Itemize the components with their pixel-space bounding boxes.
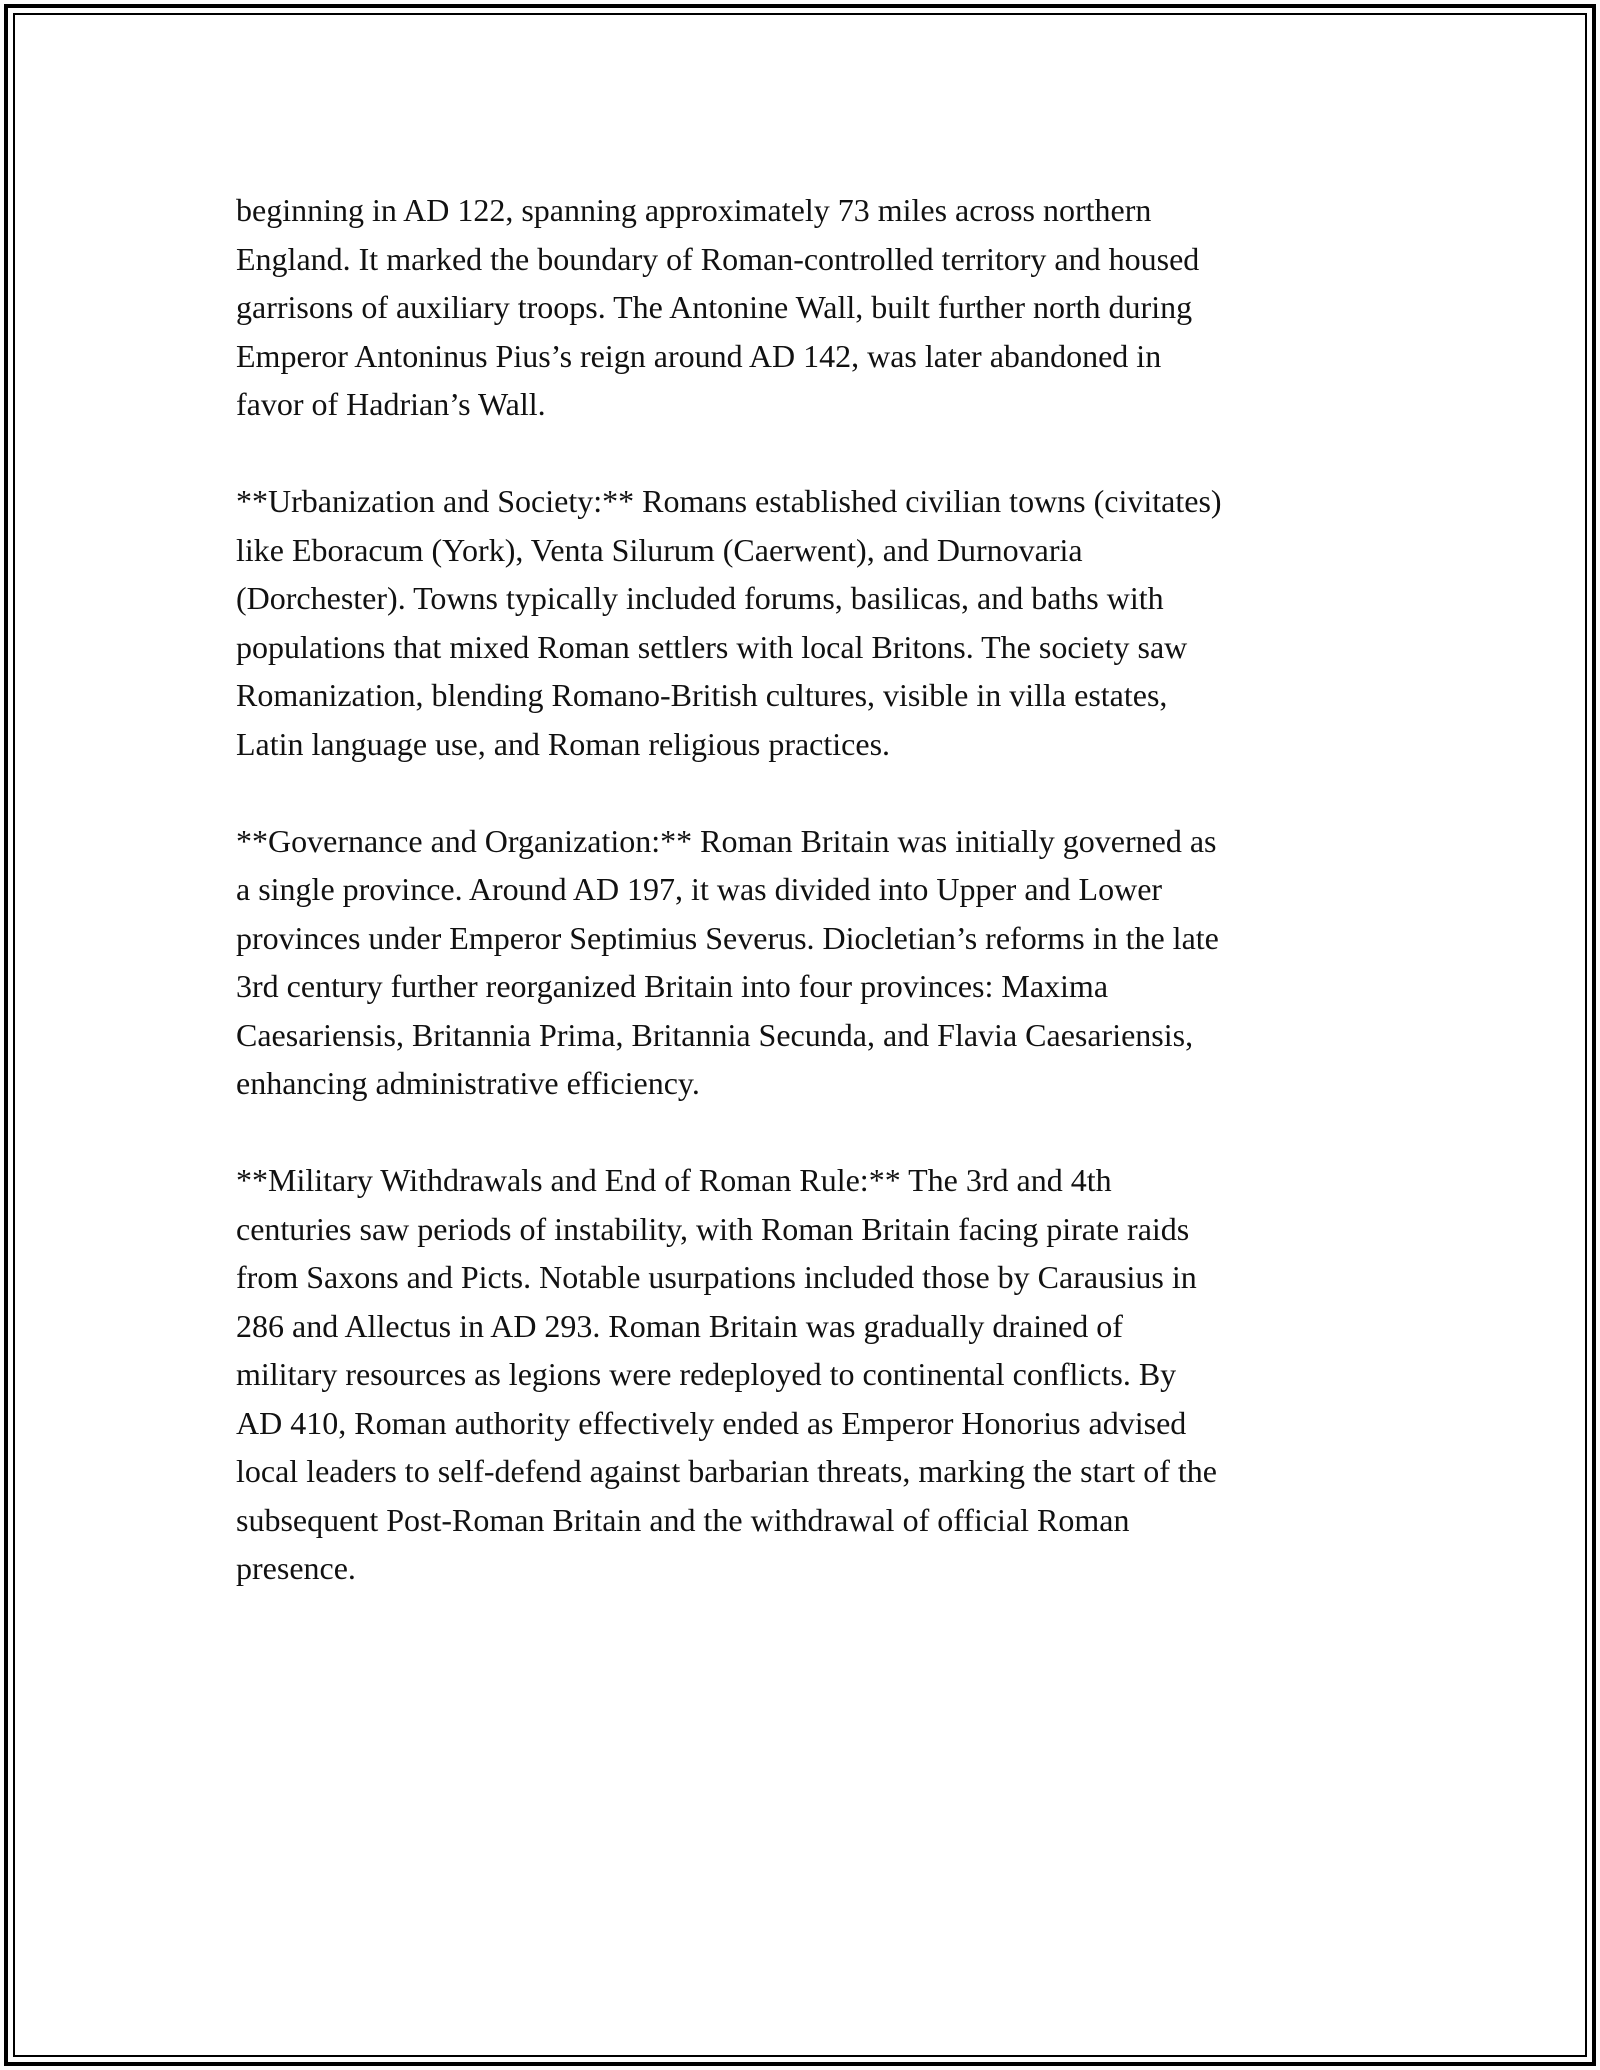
text-line: provinces under Emperor Septimius Severus. Diocletian’s reforms in the late [236, 919, 1219, 956]
text-line: Emperor Antoninus Pius’s reign around AD 142, was later abandoned in [236, 337, 1162, 374]
document-body [236, 186, 1366, 1641]
paragraph-hadrians-wall [236, 186, 1366, 429]
text-line: populations that mixed Roman settlers with local Britons. The society saw [236, 628, 1188, 665]
paragraph-military-withdrawals [236, 1156, 1366, 1593]
text-line: 286 and Allectus in AD 293. Roman Britain was gradually drained of [236, 1307, 1123, 1344]
text-line: military resources as legions were redeployed to continental conflicts. By [236, 1356, 1177, 1392]
text-line: AD 410, Roman authority effectively ended as Emperor Honorius advised [236, 1404, 1187, 1441]
text-line: Caesariensis, Britannia Prima, Britannia Secunda, and Flavia Caesariensis, [236, 1016, 1194, 1053]
text-line: garrisons of auxiliary troops. The Antonine Wall, built further north during [236, 289, 1193, 325]
text-line: subsequent Post-Roman Britain and the withdrawal of official Roman [236, 1501, 1130, 1538]
text-line: centuries saw periods of instability, with Roman Britain facing pirate raids [236, 1210, 1190, 1247]
text-line: from Saxons and Picts. Notable usurpations included those by Carausius in [236, 1259, 1197, 1295]
text-line: beginning in AD 122, spanning approximately 73 miles across northern [236, 192, 1152, 228]
text-line: **Governance and Organization:** Roman Britain was initially governed as [236, 822, 1217, 859]
text-line: presence. [236, 1550, 356, 1586]
text-line: **Urbanization and Society:** Romans established civilian towns (civitates) [236, 483, 1222, 519]
text-line: favor of Hadrian’s Wall. [236, 386, 546, 422]
text-line: Romanization, blending Romano-British cultures, visible in villa estates, [236, 677, 1168, 713]
text-line: enhancing administrative efficiency. [236, 1065, 700, 1101]
text-line: a single province. Around AD 197, it was divided into Upper and Lower [236, 871, 1163, 907]
text-line: (Dorchester). Towns typically included forums, basilicas, and baths with [236, 580, 1164, 616]
paragraph-governance [236, 817, 1366, 1108]
text-line: like Eboracum (York), Venta Silurum (Caerwent), and Durnovaria [236, 531, 1083, 568]
text-line: England. It marked the boundary of Roman-controlled territory and housed [236, 240, 1200, 277]
text-line: local leaders to self-defend against barbarian threats, marking the start of the [236, 1453, 1217, 1489]
text-line: Latin language use, and Roman religious practices. [236, 725, 891, 762]
text-line: **Military Withdrawals and End of Roman Rule:** The 3rd and 4th [236, 1162, 1112, 1198]
paragraph-urbanization [236, 477, 1366, 768]
text-line: 3rd century further reorganized Britain into four provinces: Maxima [236, 968, 1109, 1004]
